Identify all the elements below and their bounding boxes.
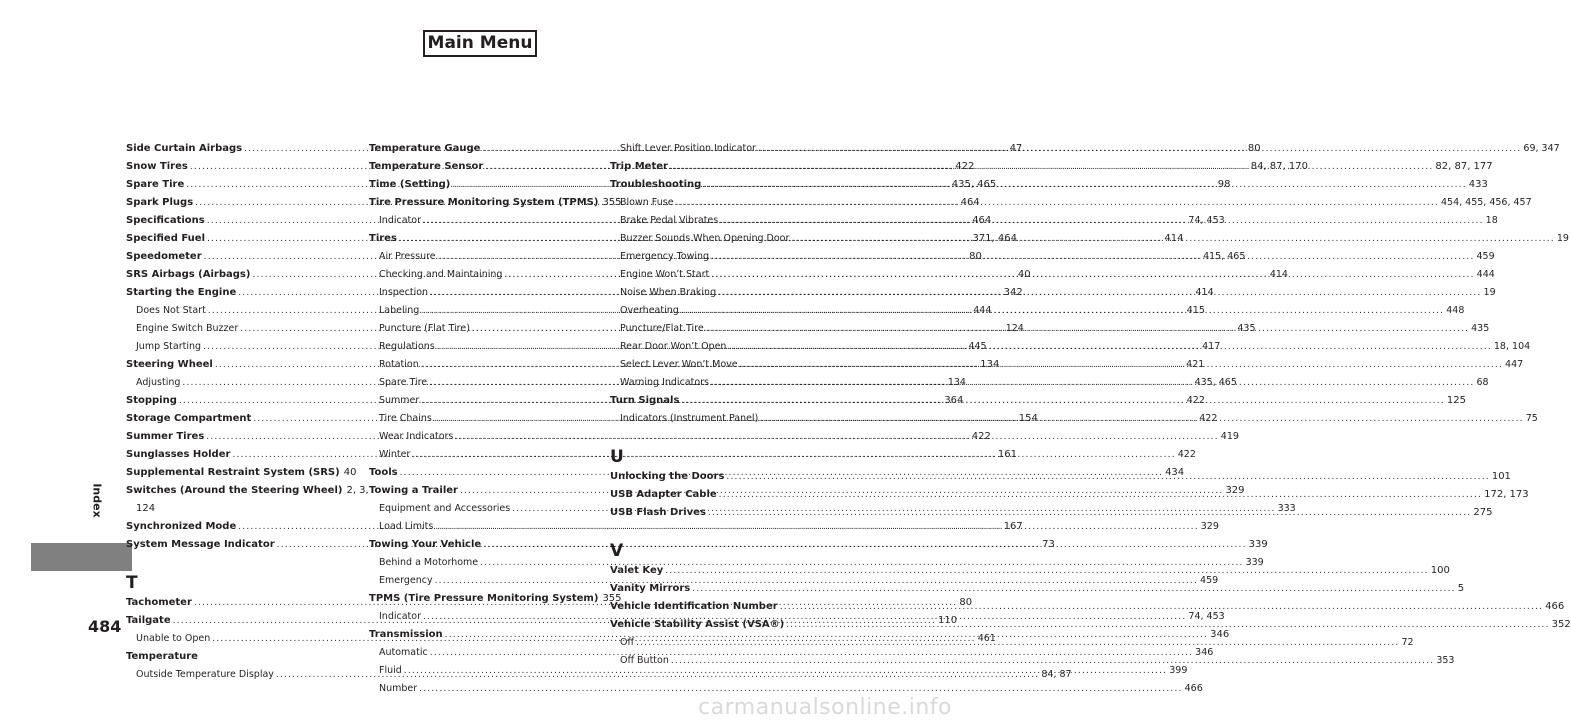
- entry-term: Specifications: [126, 215, 205, 226]
- page-references[interactable]: 40: [343, 467, 357, 478]
- entry-term: Off: [620, 637, 635, 648]
- leader-dots: [758, 144, 1521, 154]
- entry-term: Unable to Open: [136, 633, 211, 644]
- leader-dots: [760, 414, 1523, 424]
- page-references[interactable]: 5: [1457, 583, 1465, 594]
- entry-term: Summer Tires: [126, 431, 205, 442]
- leader-dots: [720, 216, 1483, 226]
- entry-term: Steering Wheel: [126, 359, 213, 370]
- page-references[interactable]: 459: [1200, 575, 1219, 586]
- entry-term: Time (Setting): [369, 179, 451, 190]
- entry-term: Inspection: [379, 287, 429, 298]
- page-references[interactable]: 154: [1018, 413, 1038, 424]
- page-references[interactable]: 417: [1202, 341, 1221, 352]
- entry-term: Tools: [369, 467, 398, 478]
- leader-dots: [711, 378, 1474, 388]
- index-subentry[interactable]: [369, 683, 1203, 701]
- entry-term: Puncture (Flat Tire): [379, 323, 470, 334]
- leader-dots: [728, 342, 1491, 352]
- entry-term: Tachometer: [126, 597, 192, 608]
- page-references[interactable]: 40: [1017, 269, 1031, 280]
- entry-term: Synchronized Mode: [126, 521, 237, 532]
- entry-term: Load Limits: [379, 521, 434, 532]
- leader-dots: [708, 508, 1471, 518]
- leader-dots: [671, 656, 1434, 666]
- page-references[interactable]: 98: [1217, 179, 1231, 190]
- page-references[interactable]: 125: [1446, 395, 1466, 406]
- entry-term: Wear Indicators: [379, 431, 454, 442]
- leader-dots: [791, 234, 1554, 244]
- page-references[interactable]: 415: [1186, 305, 1205, 316]
- entry-term: Outside Temperature Display: [136, 669, 274, 680]
- entry-term: Snow Tires: [126, 161, 188, 172]
- entry-term: Brake Pedal Vibrates: [620, 215, 719, 226]
- page-references[interactable]: 464: [960, 197, 980, 208]
- page-references[interactable]: 435, 465: [951, 179, 997, 190]
- entry-term: SRS Airbags (Airbags): [126, 269, 251, 280]
- entry-term: Spare Tire: [379, 377, 428, 388]
- page-references[interactable]: 100: [1430, 565, 1450, 576]
- page-references[interactable]: 19: [1483, 287, 1496, 298]
- leader-dots: [726, 472, 1489, 482]
- leader-dots: [681, 306, 1444, 316]
- entry-term: Tire Pressure Monitoring System (TPMS): [369, 197, 599, 208]
- page-references[interactable]: 329: [1200, 521, 1219, 532]
- page-references[interactable]: 80: [959, 597, 973, 608]
- page-references[interactable]: 134: [947, 377, 966, 388]
- leader-dots: [665, 566, 1428, 576]
- page-references[interactable]: 161: [997, 449, 1017, 460]
- leader-dots: [670, 162, 1433, 172]
- page-references[interactable]: 275: [1473, 507, 1493, 518]
- page-references[interactable]: 364: [944, 395, 964, 406]
- index-entry[interactable]: [126, 503, 352, 521]
- page-references[interactable]: 353: [1436, 655, 1455, 666]
- page-references[interactable]: 371, 464: [972, 233, 1017, 244]
- page-references[interactable]: 435: [1237, 323, 1256, 334]
- entry-term: Supplemental Restraint System (SRS): [126, 467, 340, 478]
- page-references[interactable]: 84, 87: [1041, 669, 1072, 680]
- page-references[interactable]: 47: [1009, 143, 1023, 154]
- page-references[interactable]: 422: [1199, 413, 1218, 424]
- page-references[interactable]: 461: [977, 633, 996, 644]
- entry-term: Rotation: [379, 359, 419, 370]
- entry-term: Turn Signals: [610, 395, 680, 406]
- entry-term: Tires: [369, 233, 397, 244]
- page-references[interactable]: 444: [1476, 269, 1495, 280]
- leader-dots: [786, 620, 1549, 630]
- page-references[interactable]: 414: [1195, 287, 1214, 298]
- page-number: 484: [88, 617, 122, 636]
- page-references[interactable]: 172, 173: [1484, 489, 1529, 500]
- page-references[interactable]: 110: [938, 615, 958, 626]
- page-references[interactable]: 421: [1186, 359, 1205, 370]
- page-references[interactable]: 75: [1525, 413, 1538, 424]
- entry-term: Fluid: [379, 665, 402, 676]
- page-references[interactable]: 444: [973, 305, 992, 316]
- entry-term: Tire Chains: [379, 413, 432, 424]
- entry-term: Side Curtain Airbags: [126, 143, 243, 154]
- entry-term: Towing a Trailer: [369, 485, 458, 496]
- entry-term: Indicator: [379, 611, 421, 622]
- entry-term: USB Flash Drives: [610, 507, 706, 518]
- leader-dots: [636, 638, 1399, 648]
- section-letter-heading: U: [610, 447, 624, 467]
- entry-term: Select Lever Won’t Move: [620, 359, 738, 370]
- entry-term: 124: [136, 503, 156, 514]
- leader-dots: [703, 180, 1466, 190]
- leader-dots: [676, 198, 1439, 208]
- entry-term: TPMS (Tire Pressure Monitoring System): [369, 593, 599, 604]
- page-references[interactable]: 18, 104: [1493, 341, 1531, 352]
- page-references[interactable]: 74, 453: [1188, 611, 1225, 622]
- page-references[interactable]: 2, 3,: [346, 485, 369, 496]
- page-references[interactable]: 355: [602, 593, 622, 604]
- page-references[interactable]: 68: [1476, 377, 1489, 388]
- entry-term: Vehicle Stability Assist (VSA®): [610, 619, 785, 630]
- entry-term: Engine Switch Buzzer: [136, 323, 239, 334]
- entry-term: Tailgate: [126, 615, 171, 626]
- page-references[interactable]: 466: [1545, 601, 1565, 612]
- page-references[interactable]: 419: [1220, 431, 1239, 442]
- entry-term: Troubleshooting: [610, 179, 702, 190]
- leader-dots: [483, 540, 1246, 550]
- entry-term: Labeling: [379, 305, 420, 316]
- page-references[interactable]: 448: [1446, 305, 1465, 316]
- page-references[interactable]: 80: [969, 251, 982, 262]
- watermark: carmanualsonline.info: [698, 695, 952, 720]
- entry-term: Specified Fuel: [126, 233, 205, 244]
- entry-term: Trip Meter: [610, 161, 668, 172]
- page-references[interactable]: 422: [1186, 395, 1205, 406]
- entry-term: Engine Won’t Start: [620, 269, 710, 280]
- entry-term: Temperature Sensor: [369, 161, 484, 172]
- leader-dots: [681, 396, 1444, 406]
- entry-term: Emergency: [379, 575, 433, 586]
- page-references[interactable]: 134: [980, 359, 1000, 370]
- index-entry[interactable]: [126, 485, 369, 503]
- index-tab-marker: [31, 543, 132, 571]
- page-references[interactable]: 414: [1269, 269, 1288, 280]
- index-entry[interactable]: [126, 467, 357, 485]
- page-references[interactable]: 73: [1042, 539, 1055, 550]
- page-references[interactable]: 464: [972, 215, 992, 226]
- page-references[interactable]: 18: [1485, 215, 1498, 226]
- entry-term: Warning Indicators: [620, 377, 710, 388]
- entry-term: Rear Door Won’t Open: [620, 341, 727, 352]
- entry-term: Starting the Engine: [126, 287, 237, 298]
- page-references[interactable]: 84, 87, 170: [1250, 161, 1308, 172]
- entry-term: Winter: [379, 449, 411, 460]
- page-references[interactable]: 414: [1164, 233, 1184, 244]
- page-references[interactable]: 329: [1225, 485, 1245, 496]
- index-entry[interactable]: [369, 593, 622, 611]
- page-references[interactable]: 459: [1476, 251, 1495, 262]
- entry-term: Regulations: [379, 341, 435, 352]
- page-references[interactable]: 435, 465: [1194, 377, 1237, 388]
- page-references[interactable]: 167: [1003, 521, 1023, 532]
- entry-term: Speedometer: [126, 251, 202, 262]
- index-entry[interactable]: [610, 583, 1465, 601]
- page-references[interactable]: 454, 455, 456, 457: [1440, 197, 1532, 208]
- entry-term: Noise When Braking: [620, 287, 717, 298]
- entry-term: Spark Plugs: [126, 197, 194, 208]
- entry-term: Vehicle Identification Number: [610, 601, 778, 612]
- index-side-label: [87, 470, 107, 530]
- leader-dots: [455, 432, 1218, 442]
- index-label-text: Index: [90, 482, 104, 518]
- page-references[interactable]: 435: [1471, 323, 1490, 334]
- entry-term: Puncture/Flat Tire: [620, 323, 704, 334]
- entry-term: Checking and Maintaining: [379, 269, 503, 280]
- leader-dots: [740, 360, 1503, 370]
- page-references[interactable]: 333: [1277, 503, 1296, 514]
- leader-dots: [780, 602, 1543, 612]
- entry-term: Buzzer Sounds When Opening Door: [620, 233, 790, 244]
- page-references[interactable]: 422: [955, 161, 975, 172]
- leader-dots: [692, 584, 1455, 594]
- page-references[interactable]: 447: [1505, 359, 1524, 370]
- entry-term: Vanity Mirrors: [610, 583, 691, 594]
- page-references[interactable]: 415, 465: [1203, 251, 1246, 262]
- page-references[interactable]: 434: [1165, 467, 1185, 478]
- page-references[interactable]: 346: [1210, 629, 1230, 640]
- entry-term: Stopping: [126, 395, 177, 406]
- entry-term: Switches (Around the Steering Wheel): [126, 485, 343, 496]
- page-references[interactable]: 352: [1551, 619, 1571, 630]
- entry-term: Towing Your Vehicle: [369, 539, 482, 550]
- entry-term: Blown Fuse: [620, 197, 674, 208]
- index-entry[interactable]: [126, 651, 352, 669]
- page-references[interactable]: 72: [1401, 637, 1414, 648]
- page-references[interactable]: 69, 347: [1523, 143, 1560, 154]
- page-references[interactable]: 346: [1195, 647, 1214, 658]
- page-references[interactable]: 339: [1248, 539, 1268, 550]
- page-references[interactable]: 339: [1245, 557, 1264, 568]
- entry-term: Spare Tire: [126, 179, 185, 190]
- page-references[interactable]: 342: [1003, 287, 1023, 298]
- entry-term: Indicators (Instrument Panel): [620, 413, 759, 424]
- entry-term: Temperature: [126, 651, 198, 662]
- entry-term: Air Pressure: [379, 251, 436, 262]
- page-references[interactable]: 82, 87, 177: [1435, 161, 1493, 172]
- leader-dots: [719, 490, 1482, 500]
- entry-term: Valet Key: [610, 565, 664, 576]
- page-references[interactable]: 422: [971, 431, 991, 442]
- entry-term: Does Not Start: [136, 305, 206, 316]
- entry-term: Off Button: [620, 655, 669, 666]
- page-references[interactable]: 399: [1169, 665, 1188, 676]
- leader-dots: [718, 288, 1481, 298]
- leader-dots: [419, 684, 1182, 694]
- entry-term: Automatic: [379, 647, 428, 658]
- page-references[interactable]: 124: [1005, 323, 1024, 334]
- leader-dots: [711, 270, 1474, 280]
- entry-term: Adjusting: [136, 377, 181, 388]
- page-references[interactable]: 466: [1184, 683, 1203, 694]
- entry-term: Storage Compartment: [126, 413, 252, 424]
- entry-term: Sunglasses Holder: [126, 449, 231, 460]
- page-references[interactable]: 445: [968, 341, 987, 352]
- entry-term: Equipment and Accessories: [379, 503, 511, 514]
- page-references[interactable]: 355: [602, 197, 622, 208]
- page-references[interactable]: 80: [1247, 143, 1261, 154]
- entry-term: System Message Indicator: [126, 539, 275, 550]
- page-references[interactable]: 422: [1177, 449, 1196, 460]
- page-references[interactable]: 433: [1468, 179, 1488, 190]
- page-references[interactable]: 19: [1556, 233, 1569, 244]
- leader-dots: [711, 252, 1474, 262]
- entry-term: Overheating: [620, 305, 679, 316]
- entry-term: Emergency Towing: [620, 251, 710, 262]
- entry-term: Jump Starting: [136, 341, 202, 352]
- entry-term: Behind a Motorhome: [379, 557, 479, 568]
- entry-term: Temperature Gauge: [369, 143, 481, 154]
- page-references[interactable]: 101: [1491, 471, 1511, 482]
- entry-term: Number: [379, 683, 418, 694]
- section-letter-heading: V: [610, 541, 624, 561]
- entry-term: USB Adapter Cable: [610, 489, 717, 500]
- main-menu-button[interactable]: Main Menu: [423, 30, 537, 57]
- entry-term: Transmission: [369, 629, 443, 640]
- entry-term: Shift Lever Position Indicator: [620, 143, 756, 154]
- section-letter-heading: T: [126, 573, 138, 593]
- entry-term: Indicator: [379, 215, 421, 226]
- entry-term: Unlocking the Doors: [610, 471, 725, 482]
- entry-term: Summer: [379, 395, 420, 406]
- page-references[interactable]: 74, 453: [1188, 215, 1225, 226]
- leader-dots: [706, 324, 1469, 334]
- index-entry[interactable]: [369, 197, 622, 215]
